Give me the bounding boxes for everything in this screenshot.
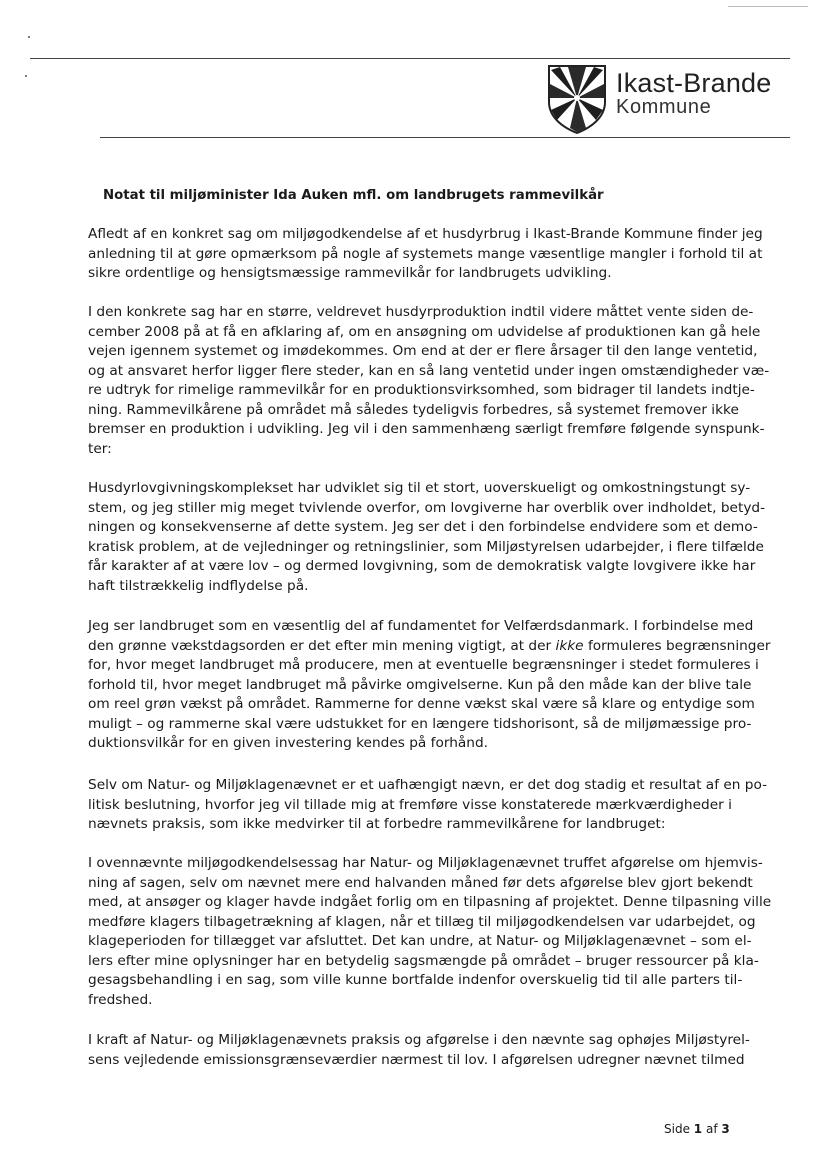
paragraph xyxy=(88,854,772,1010)
text-line: og at ansvaret herfor ligger flere steder, kan en så lang ventetid under ingen omstændigheder væ- xyxy=(88,362,770,379)
text-line: ningen og konsekvenserne af dette system. Jeg ser det i den forbindelse endvidere som et demo- xyxy=(88,519,758,535)
text-line: sikre ordentlige og hensigtsmæssige rammevilkår for landbrugets udvikling. xyxy=(88,265,612,281)
text-line: klageperioden for tillægget var afsluttet. Det kan undre, at Natur- og Miljøklagenævnet – som el- xyxy=(88,933,752,949)
text-line: vejen igennem systemet og imødekommes. Om end at der er flere årsager til den lange ventetid, xyxy=(88,343,758,359)
text-line: ning af sagen, selv om nævnet mere end halvanden måned før dets afgørelse blev gjort bekendt xyxy=(88,874,753,891)
text-line: fredshed. xyxy=(88,991,153,1008)
text-line: gesagsbehandling i en sag, som ville kunne bortfalde indenfor overskuelig tid til alle parters til- xyxy=(88,972,743,988)
text-line: får karakter af at være lov – og dermed lovgivning, som de demokratisk valgte lovgivere ikke har xyxy=(88,558,756,574)
paragraph xyxy=(88,225,763,284)
page-number xyxy=(664,1121,730,1137)
text-line: forhold til, hvor meget landbruget må påvirke omgivelserne. Kun på den måde kan der blive tale xyxy=(88,676,752,693)
municipality-logo xyxy=(546,64,806,136)
text-line: sens vejledende emissionsgrænseværdier nærmest til lov. I afgørelsen udregner nævnet tilmed xyxy=(88,1051,745,1068)
text-line: medføre klagers tilbagetrækning af klagen, når et tillæg til miljøgodkendelsen var udarbejdet, og xyxy=(88,913,756,930)
text-line: Jeg ser landbruget som en væsentlig del af fundamentet for Velfærdsdanmark. I forbindelse med xyxy=(88,618,754,634)
text-line: ter: xyxy=(88,440,112,457)
text-line: haft tilstrækkelig indflydelse på. xyxy=(88,577,309,594)
paragraph xyxy=(88,1031,750,1070)
scan-speck xyxy=(25,75,27,77)
paragraph xyxy=(88,617,771,754)
text-line: nævnets praksis, som ikke medvirker til at forbedre rammevilkårene for landbruget: xyxy=(88,816,666,832)
logo-name: Ikast-Brande xyxy=(616,68,772,98)
text-line: ning. Rammevilkårene på området må således tydeligvis forbedres, så systemet fremover ikke xyxy=(88,401,739,418)
text-line: duktionsvilkår for en given investering kendes på forhånd. xyxy=(88,735,489,751)
text-line: Selv om Natur- og Miljøklagenævnet er et uafhængigt nævn, er det dog stadig et resultat af en po- xyxy=(88,777,768,793)
page-of: af xyxy=(705,1122,718,1136)
text-line: I den konkrete sag har en større, veldrevet husdyrproduktion indtil videre måttet vente siden de- xyxy=(88,304,754,320)
text-line: anledning til at gøre opmærksom på nogle af systemets mange væsentlige mangler i forhold til at xyxy=(88,245,763,262)
text-line: litisk beslutning, hvorfor jeg vil tillade mig at fremføre visse konstaterede mærkværdigheder i xyxy=(88,796,732,813)
paragraph xyxy=(88,776,768,835)
text-line: den grønne vækstdagsorden er det efter min mening vigtigt, at der ikke formuleres begrænsninger xyxy=(88,637,771,654)
document-title: Notat til miljøminister Ida Auken mfl. om landbrugets rammevilkår xyxy=(103,188,604,203)
logo-subtitle: Kommune xyxy=(616,96,712,118)
text-line: med, at ansøger og klager havde indgået forlig om en tilpasning af projektet. Denne tilpasning ville xyxy=(88,894,772,910)
text-line: muligt – og rammerne skal være udstukket for en længere tidshorisont, så de miljømæssige pro- xyxy=(88,715,752,732)
text-line: bremser en produktion i udvikling. Jeg vil i den sammenhæng særligt fremføre følgende synspunk- xyxy=(88,421,765,437)
text-line: om reel grøn vækst på området. Rammerne for denne vækst skal være så klare og entydige som xyxy=(88,696,755,712)
shield-icon xyxy=(546,64,608,134)
paragraph xyxy=(88,479,766,596)
corner-mark xyxy=(728,6,808,7)
header-rule-top xyxy=(30,58,790,59)
text-line: cember 2008 på at få en afklaring af, om en ansøgning om udvidelse af produktionen kan gå hele xyxy=(88,323,761,340)
scan-speck xyxy=(28,36,30,38)
paragraph xyxy=(88,303,770,459)
text-line: I ovennævnte miljøgodkendelsessag har Natur- og Miljøklagenævnet truffet afgørelse om hjemvis- xyxy=(88,855,763,871)
text-line: for, hvor meget landbruget må producere, men at eventuelle begrænsninger i stedet formuleres i xyxy=(88,657,759,673)
text-line: Husdyrlovgivningskomplekset har udviklet sig til et stort, uoverskueligt og omkostningstungt sy- xyxy=(88,480,751,496)
text-line: lers efter mine oplysninger har en betydelig sagsmængde på området – bruger ressourcer på kla- xyxy=(88,952,759,969)
page-current: 1 xyxy=(693,1122,703,1136)
text-line: stem, og jeg stiller mig meget tvivlende overfor, om lovgiverne har overblik over indholdet, betyd- xyxy=(88,499,766,516)
text-line: I kraft af Natur- og Miljøklagenævnets praksis og afgørelse i den nævnte sag ophøjes Miljøstyrel- xyxy=(88,1032,750,1048)
text-line: re udtryk for rimelige rammevilkår for en produktionsvirksomhed, som bidrager til landets indtje- xyxy=(88,382,755,398)
page-total: 3 xyxy=(721,1122,730,1136)
text-line: kratisk problem, at de vejledninger og retningslinier, som Miljøstyrelsen udarbejder, i flere tilfælde xyxy=(88,538,764,555)
header-rule-bottom xyxy=(100,137,790,138)
text-line: Afledt af en konkret sag om miljøgodkendelse af et husdyrbrug i Ikast-Brande Kommune finder jeg xyxy=(88,226,763,242)
page-label: Side xyxy=(664,1122,690,1136)
